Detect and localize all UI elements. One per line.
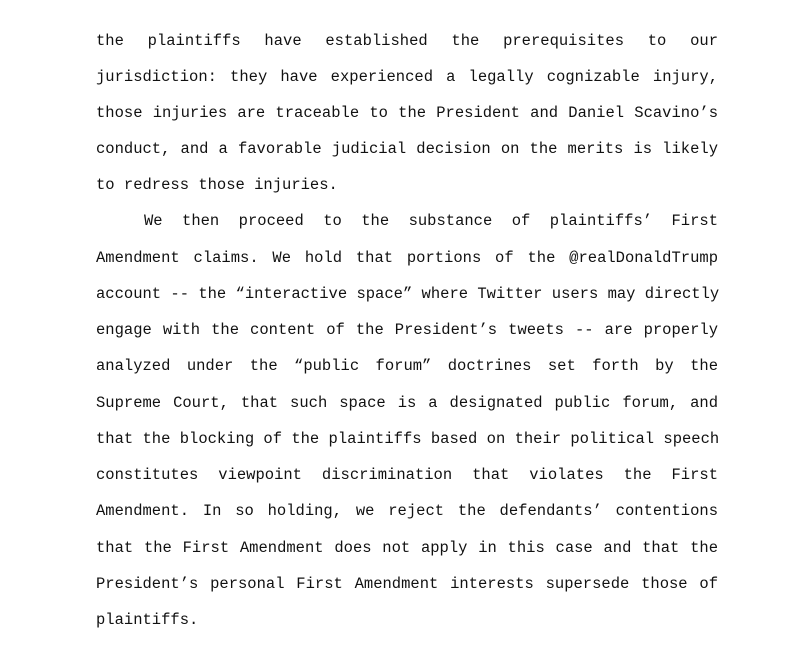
paragraph-2-line-12: plaintiffs. <box>96 611 199 629</box>
paragraph-2-line-7: that the blocking of the plaintiffs based on their political speech <box>96 430 720 448</box>
paragraph-1-line-4: conduct, and a favorable judicial decision on the merits is likely <box>96 140 718 158</box>
paragraph-2-line-8: constitutes viewpoint discrimination that violates the First <box>96 466 718 484</box>
paragraph-2-line-10: that the First Amendment does not apply in this case and that the <box>96 539 718 557</box>
paragraph-1-line-2: jurisdiction: they have experienced a legally cognizable injury, <box>96 68 718 86</box>
paragraph-1-line-5: to redress those injuries. <box>96 176 338 194</box>
paragraph-2-line-4: engage with the content of the President’s tweets -- are properly <box>96 321 718 339</box>
paragraph-2-line-9: Amendment. In so holding, we reject the defendants’ contentions <box>96 502 718 520</box>
paragraph-2-line-6: Supreme Court, that such space is a designated public forum, and <box>96 394 718 412</box>
paragraph-2-line-5: analyzed under the “public forum” doctrines set forth by the <box>96 357 718 375</box>
paragraph-1-line-3: those injuries are traceable to the President and Daniel Scavino’s <box>96 104 718 122</box>
paragraph-2-line-11: President’s personal First Amendment interests supersede those of <box>96 575 718 593</box>
paragraph-2-line-2: Amendment claims. We hold that portions of the @realDonaldTrump <box>96 249 718 267</box>
paragraph-2-line-1: We then proceed to the substance of plaintiffs’ First <box>144 212 718 230</box>
paragraph-1-line-1: the plaintiffs have established the prerequisites to our <box>96 32 718 50</box>
paragraph-2-line-3: account -- the “interactive space” where Twitter users may directly <box>96 285 720 303</box>
